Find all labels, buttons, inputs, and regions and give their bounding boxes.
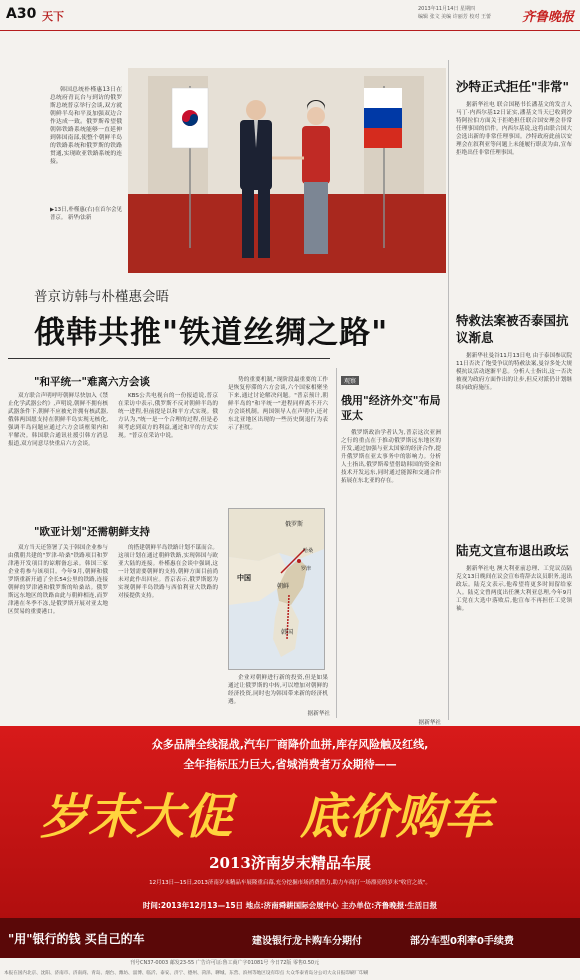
map-label-khasan: 哈桑 [303, 548, 314, 554]
editor-line: 编辑 张文 美编 许丽芳 校对 王蕾 [418, 14, 491, 20]
ad-line-1: 众多品牌全线混战,汽车厂商降价血拼,库存风险触及红线, [151, 738, 429, 751]
caption-body: 韩国总统朴槿惠13日在总统府青瓦台与到访的俄罗斯总统普京举行会谈,双方就朝鲜半岛和平及加强双边合作达成一致。俄罗斯希望俄朝韩铁路系统能够一直延伸到韩国南部,使整个朝鲜半岛的铁路系统和俄罗斯的铁路贯通,实现欧亚铁路系统的连接。 [50, 87, 122, 165]
observation-credit: 据新华社 [418, 720, 441, 726]
sidebar-body-thai: 据新华社曼谷11月13日电 由于泰国参议院11日否决了饱受争议的特赦法案,曼谷多处大规模抗议活动逐渐平息。分析人士指出,这一否决被视为政府方面作出的让步,但反对派仍计划继续向政府施压。 [456, 353, 572, 391]
ad-bottom-left: "用"银行的钱 买自己的车 [8, 932, 145, 946]
ad-big-slogan-2: 底价购车 [300, 789, 493, 845]
sidebar-title-saudi: 沙特正式拒任"非常" [456, 79, 570, 94]
section-name: 天下 [42, 10, 64, 23]
story-col2b: 的搭建朝鲜半岛铁路计划不谋而合。这项计划在通过朝鲜铁路,实现韩国与欧亚大陆的连接。朴槿惠在会谈中强调,这一计划需要朝鲜的支持,朝鲜方面目前尚未对此作出回应。普京表示,俄罗斯愿为实现朝鲜半岛铁路与西伯利亚大铁路的对接提供支持。 [118, 545, 218, 599]
subhead-eurasia: "欧亚计划"还需朝鲜支持 [34, 526, 150, 538]
ad-description: 12月13日—15日,2013济南岁末精品车展隆重启幕,充分挖掘市场消费潜力,助力车商打一场漂亮的岁末"收官之战"。 [149, 880, 431, 886]
observation-title: 俄用"经济外交"布局亚太 [341, 394, 441, 422]
story-col2a: KBS公共电视台的一份报道说,普京在采访中表示,俄罗斯不反对朝鲜半岛的统一进程,但前提是以和平方式实现。俄方认为,"统一是一个合理的过程,但是必须考虑到双方的利益,通过和平的方式实现。"普京在采访中说。 [118, 393, 218, 439]
map-label-china: 中国 [237, 574, 251, 582]
ad-line-2: 全年指标压力巨大,省城消费者万众期待—— [183, 758, 397, 771]
observation-body: 俄罗斯政治学者认为,普京这次亚洲之行的重点在于推动俄罗斯远东地区的开发,通过加强与亚太国家的经济合作,提升俄罗斯在亚太事务中的影响力。分析人士指出,俄罗斯希望借助韩国的资金和技术开发远东,同时通过能源和交通合作拓展在东北亚的存在。 [341, 430, 441, 484]
map-label-russia: 俄罗斯 [285, 521, 304, 528]
story-col3a: 势的重要机制,"现阶段最重要的工作是恢复停滞的六方会谈,六个国家相聚坐下来,通过讨论解决问题。"普京预计,朝鲜半岛的"和平统一"进程同样离不开六方会谈机制。两国领导人在声明中,还对东北亚地区出现的一些历史倒退行为表示了担忧。 [228, 377, 328, 431]
story-credit: 据新华社 [307, 711, 330, 717]
newspaper-logo: 齐鲁晚报 [521, 10, 574, 25]
sidebar-item-rudd [456, 542, 572, 705]
sidebar-item-thai [456, 312, 572, 502]
divider [8, 358, 330, 359]
map-label-dprk: 朝鲜 [277, 583, 290, 590]
story-col1a: 双方联合声明呼吁朝鲜尽快加入《禁止化学武器公约》,声明说,朝鲜不拥有核武器条件下,朝鲜不应被允许拥有核武器,俄韩两国愿支持在朝鲜半岛实现无核化,强调半岛问题应通过六方会谈框架内和平解决。韩国联合通讯社援引韩方消息报道,双方同意尽快重启六方会谈。 [8, 393, 108, 447]
photo-caption [50, 86, 122, 222]
sidebar-title-thai: 特救法案被否泰国抗议渐息 [456, 313, 569, 345]
footer-line-1: 刊号CN37-0003 邮发23-55 广告许可证:鲁工商广字01081号 今日72版 零售0.50元 [130, 960, 320, 966]
ad-big-slogan-1: 岁末大促 [40, 789, 233, 845]
sidebar-item-saudi [456, 78, 572, 279]
page-footer [0, 958, 580, 980]
map-label-rok: 韩国 [281, 629, 294, 636]
news-photo [128, 68, 446, 273]
caption-credit: ▶13日,朴槿惠(右)在首尔会见普京。 新华/法新 [50, 207, 122, 221]
car-show-advertisement [0, 726, 580, 958]
date-line: 2013年11月14日 星期四 [418, 6, 476, 12]
footer-line-2: 本报在国内北京、沈阳、济南市、济南商、青岛、烟台、潍坊、淄博、临沂、泰安、济宁、德州、菏泽、聊城、东营、滨州等地区设有印点 大众华泰青岛分公司大众日报印刷厂印刷 [4, 971, 369, 976]
page-header [0, 0, 580, 31]
page-number: A30 [6, 6, 37, 22]
observation-label: 观察 [341, 376, 359, 385]
observation-box [336, 368, 441, 726]
sidebar-divider [448, 60, 449, 720]
story-col3b: 企业对朝鲜进行新的投资,但是如果通过让俄罗斯的中转,可以增加对朝鲜的经济投资,同时也为韩国带来新的经济机遇。 [228, 675, 328, 705]
ad-info: 时间:2013年12月13—15日 地点:济南舜耕国际会展中心 主办单位:齐鲁晚报·生活日报 [142, 901, 438, 910]
map-label-rajin: 罗津 [301, 566, 312, 572]
ad-bottom-banner [0, 918, 580, 958]
ad-event-title: 2013济南岁末精品车展 [209, 854, 371, 872]
rail-map [228, 508, 325, 670]
story-col1b: 双方当天还签署了关于韩国企业参与由俄朝共建的"罗津-哈桑"铁路项目和罗津港开发项目的谅解备忘录。韩国三家企业将参与该项目。今年9月,朝鲜和俄罗斯重新开通了全长54公里的铁路,连接朝鲜的罗津港和俄罗斯的哈桑站。俄罗斯远东地区的铁路由此与朝鲜相连,而罗津港在冬季不冻,是俄罗斯开展对亚太地区贸易的重要港口。 [8, 545, 108, 615]
headline: 俄韩共推"铁道丝绸之路" [34, 315, 389, 351]
summit-photo-illustration [128, 68, 446, 273]
ad-bottom-mid: 建设银行龙卡购车分期付 [252, 936, 362, 947]
sidebar-body-saudi: 据新华社电 联合国秘书长潘基文的发言人马丁·内西尔基12日证实,潘基文当天已收到沙特阿拉伯方面关于拒绝担任联合国安理会非常任理事国的信件。内西尔基说,这将由联合国大会选出新的非常任理事国。沙特政府此前以安理会在叙利亚等问题上未能履行职责为由,宣布拒绝出任非常任理事国。 [456, 102, 572, 156]
sidebar-title-rudd: 陆克文宣布退出政坛 [456, 543, 569, 558]
subhead-peace: "和平统一"难离六方会谈 [34, 376, 150, 388]
kicker: 普京访韩与朴槿惠会晤 [34, 289, 169, 305]
ad-bottom-right: 部分车型0利率0手续费 [410, 936, 514, 947]
sidebar-body-rudd: 据新华社电 澳大利亚前总理、工党议员陆克文13日晚间在议会宣布将辞去议员职务,退出政坛。陆克文表示,他希望将更多时间留给家人。陆克文曾两度出任澳大利亚总理,今年9月工党在大选中落败后,他宣布不再担任工党领袖。 [456, 566, 572, 612]
